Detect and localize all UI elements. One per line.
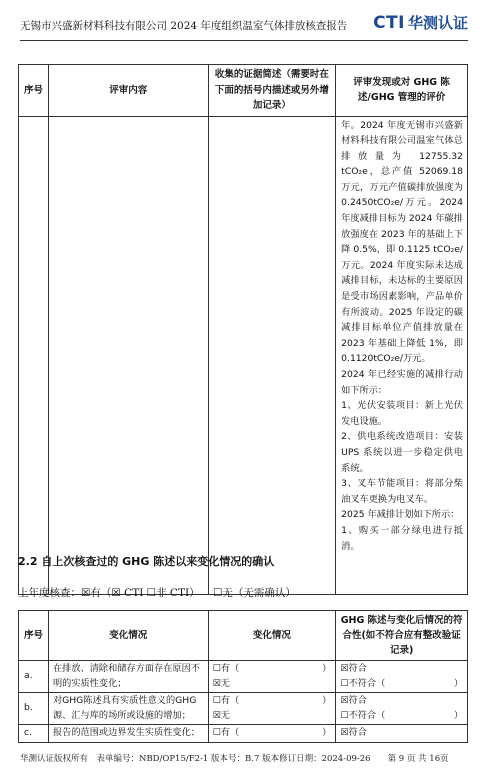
row-description: 报告的范围或边界发生实质性变化；	[48, 725, 208, 743]
logo-mark: CTI	[373, 12, 405, 33]
row-description: 在排放、清除和储存方面存在原因不明的实质性变化；	[48, 661, 208, 693]
finding-paragraph: 2024 年已经实施的减排行动如下所示：	[341, 369, 463, 396]
col-header-index: 序号	[19, 65, 49, 117]
table-row	[19, 661, 468, 693]
page-footer: 华测认证版权所有 表单编号：NBD/OP15/F2-1 版本号：B.7 版本修订日期：2024-09-26 第 9 页 共 16页	[20, 754, 449, 764]
row-conformity	[336, 725, 468, 743]
change-yes-close: ）	[322, 695, 332, 706]
row-description: 对GHG陈述具有实质性意义的GHG源、汇与库的场所或设施的增加；	[48, 693, 208, 725]
last-year-verification	[18, 585, 298, 600]
change-no-option: ☒无	[212, 677, 230, 689]
col-header-index: 序号	[19, 611, 49, 661]
table-row	[19, 725, 468, 743]
change-yes-option: ☐有（	[212, 663, 240, 674]
conform-option: ☒符合	[340, 695, 367, 706]
cell-evidence	[208, 116, 336, 594]
nonconform-option: ☐不符合（	[340, 677, 386, 689]
cti-logo	[373, 12, 468, 33]
col-header-change-status: 变化情况	[208, 611, 336, 661]
row-conformity	[336, 693, 468, 725]
change-table	[18, 610, 468, 743]
finding-paragraph: 3、叉车节能项目：将部分柴油叉车更换为电叉车。	[341, 478, 463, 505]
finding-paragraph: 2、供电系统改造项目：安装 UPS 系统以进一步稳定供电系统。	[341, 431, 463, 474]
change-yes-close: ）	[322, 663, 332, 674]
change-yes-close: ）	[322, 727, 332, 738]
row-change	[208, 661, 336, 693]
finding-paragraph: 2025 年减排计划如下所示：	[341, 509, 460, 521]
cell-index	[19, 116, 49, 594]
col-header-conformity: GHG 陈述与变化后情况的符合性(如不符合应有整改验证记录)	[336, 611, 468, 661]
col-header-finding: 评审发现或对 GHG 陈述/GHG 管理的评价	[336, 65, 468, 117]
conform-option: ☒符合	[340, 727, 367, 738]
last-year-none: ☐无（无需确认）	[212, 587, 296, 599]
row-index: c.	[19, 725, 49, 743]
cell-finding	[336, 116, 468, 594]
review-table-header	[19, 65, 468, 117]
row-index: b.	[19, 693, 49, 725]
finding-paragraph: 1、购买一部分绿电进行抵消。	[341, 524, 463, 552]
row-change	[208, 725, 336, 743]
section-heading: 2.2 自上次核查过的 GHG 陈述以来变化情况的确认	[18, 555, 275, 568]
row-index: a.	[19, 661, 49, 693]
change-table-header	[19, 611, 468, 661]
row-conformity	[336, 661, 468, 693]
report-title: 无锡市兴盛新材料科技有限公司 2024 年度组织温室气体排放核查报告	[20, 20, 348, 32]
finding-paragraph: 年。2024 年度无锡市兴盛新材料科技有限公司温室气体总排放量为 12755.32 tCO₂e，总产值 52069.18 万元，万元产值碳排放强度为 0.2450tCO₂e/万元。2024 年度减排目标为 2024 年碳排放强度在 2023 年的基础上下降 0.5%，即 0.1125 tCO₂e/万元。2024 年度实际未达成减排目标，未达标的主要原因是受市场因素影响，产品单价有所波动。2025 年设定的碳减排目标单位产值排放量在 2023 年基础上降低 1%，即 0.1120tCO₂e/万元。	[341, 119, 463, 365]
page-header	[20, 8, 468, 38]
change-yes-option: ☐有（	[212, 727, 240, 738]
change-yes-option: ☐有（	[212, 695, 240, 706]
nonconform-close: ）	[453, 709, 463, 721]
header-divider	[20, 40, 468, 41]
logo-text: 华测认证	[407, 14, 468, 32]
nonconform-option: ☐不符合（	[340, 709, 386, 721]
review-table	[18, 64, 468, 595]
row-change	[208, 693, 336, 725]
conform-option: ☒符合	[340, 663, 367, 674]
col-header-evidence: 收集的证据简述（需要时在下面的括号内描述或另外增加记录）	[208, 65, 336, 117]
last-year-yes: 上年度核查：☒有（☒ CTI ☐非 CTI）	[18, 587, 200, 599]
col-header-change: 变化情况	[48, 611, 208, 661]
col-header-content: 评审内容	[48, 65, 208, 117]
review-table-row	[19, 116, 468, 594]
table-row	[19, 693, 468, 725]
nonconform-close: ）	[453, 677, 463, 689]
finding-paragraph: 1、光伏安装项目：新上光伏发电设施。	[341, 400, 463, 427]
cell-content	[48, 116, 208, 594]
change-no-option: ☒无	[212, 709, 230, 721]
